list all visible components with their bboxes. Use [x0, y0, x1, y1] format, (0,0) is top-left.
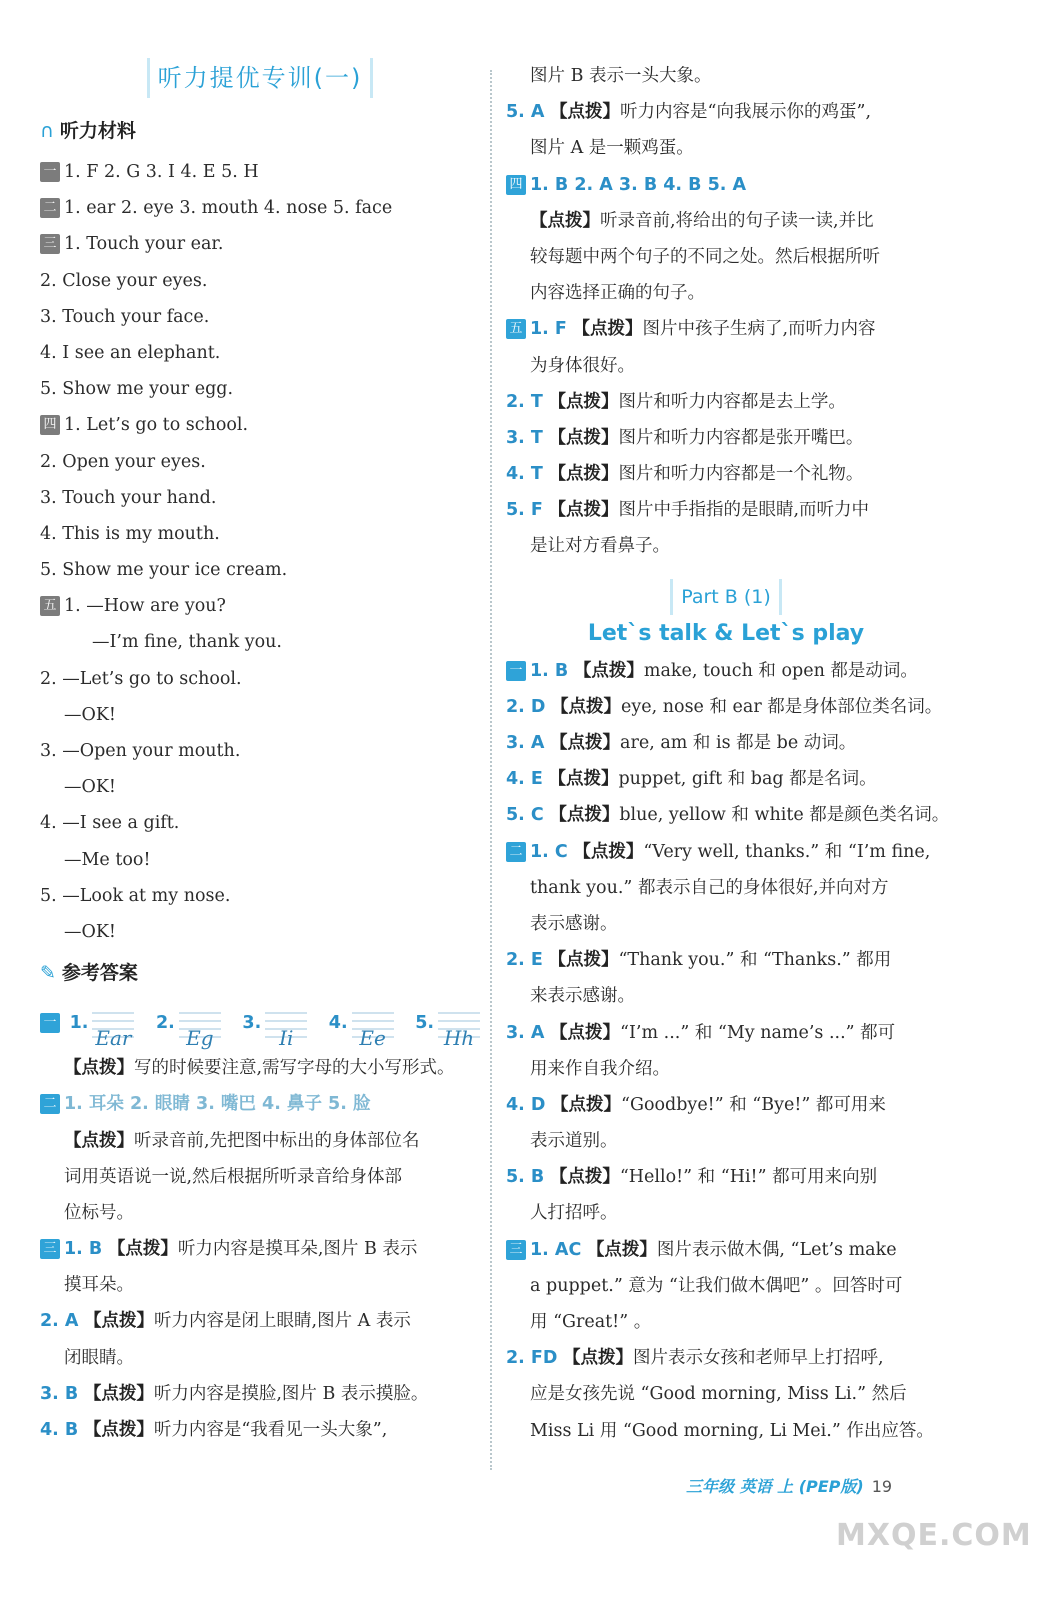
- pencil-icon: ✎: [40, 962, 56, 985]
- answer-line: 3. T 【 点拨 】 图片和听力内容都是张开嘴巴。: [506, 420, 946, 456]
- answer-line: 三 1. B 【 点拨 】 听力内容是摸耳朵,图片 B 表示: [40, 1231, 480, 1267]
- answer-line: 5. C 【 点拨 】 blue, yellow 和 white 都是颜色类名词。: [506, 797, 946, 833]
- section-badge: 三: [506, 1240, 526, 1260]
- section-badge: 一: [506, 661, 526, 681]
- section-badge: 四: [40, 415, 60, 435]
- answer-line: 5. F 【 点拨 】 图片中手指指的是眼睛,而听力中: [506, 492, 946, 528]
- part-heading: [506, 579, 946, 653]
- answer-note: 表示感谢。: [530, 913, 618, 934]
- section-badge: 二: [506, 842, 526, 862]
- section-badge: 五: [40, 596, 60, 616]
- answer-line: 3. A 【 点拨 】 are, am 和 is 都是 be 动词。: [506, 725, 946, 761]
- answer-note: a puppet.” 意为 “让我们做木偶吧” 。回答时可: [530, 1275, 903, 1296]
- list-item: 3. Touch your face.: [40, 306, 210, 327]
- section-badge: 一: [40, 162, 60, 182]
- list-item: —Me too!: [64, 849, 151, 870]
- book-label: 三年级 英语 上 (PEP版): [686, 1477, 864, 1496]
- list-item: —I’m fine, thank you.: [92, 632, 282, 653]
- answer-note: Miss Li 用 “Good morning, Li Mei.” 作出应答。: [530, 1420, 934, 1441]
- answer-note: 闭眼睛。: [64, 1347, 134, 1368]
- list-item: 二 1. ear 2. eye 3. mouth 4. nose 5. face: [40, 190, 480, 226]
- section-badge: 二: [40, 198, 60, 218]
- list-item: 2. Close your eyes.: [40, 270, 208, 291]
- answer-line: 4. E 【 点拨 】 puppet, gift 和 bag 都是名词。: [506, 761, 946, 797]
- answer-note: 表示道别。: [530, 1131, 618, 1152]
- list-item: 三 1. Touch your ear.: [40, 226, 480, 262]
- answer-note: 是让对方看鼻子。: [530, 536, 670, 557]
- answer-note: 【 点拨 】 听录音前,先把图中标出的身体部位名: [40, 1123, 480, 1159]
- watermark: MXQE.COM: [836, 1518, 1032, 1553]
- answer-note: 人打招呼。: [530, 1203, 618, 1224]
- list-item: 5. Show me your ice cream.: [40, 560, 288, 581]
- answer-line: 4. D 【 点拨 】 “Goodbye!” 和 “Bye!” 都可用来: [506, 1087, 946, 1123]
- answer-line: 2. FD 【 点拨 】 图片表示女孩和老师早上打招呼,: [506, 1340, 946, 1376]
- page-title: 听力提优专训(一): [147, 58, 373, 98]
- answer-note: 词用英语说一说,然后根据所听录音给身体部: [64, 1166, 403, 1187]
- answer-note: thank you.” 都表示自己的身体很好,并向对方: [530, 877, 889, 898]
- list-item: 3. Touch your hand.: [40, 487, 217, 508]
- listening-material-heading: ∩ 听力材料: [40, 120, 136, 142]
- list-item: 4. This is my mouth.: [40, 523, 220, 544]
- answer-line: 二 1. 耳朵 2. 眼睛 3. 嘴巴 4. 鼻子 5. 脸: [40, 1086, 480, 1122]
- list-item: 五 1. —How are you?: [40, 588, 480, 624]
- answer-note: 内容选择正确的句子。: [530, 283, 705, 304]
- list-item: 5. —Look at my nose.: [40, 885, 231, 906]
- left-column: [40, 58, 480, 1448]
- answer-note: 应是女孩先说 “Good morning, Miss Li.” 然后: [530, 1384, 907, 1405]
- list-item: —OK!: [64, 921, 116, 942]
- answer-note: 位标号。: [64, 1202, 134, 1223]
- answer-line: 3. B 【 点拨 】 听力内容是摸脸,图片 B 表示摸脸。: [40, 1376, 480, 1412]
- section-badge: 一: [40, 1013, 60, 1033]
- answer-note: 【 点拨 】 听录音前,将给出的句子读一读,并比: [506, 203, 946, 239]
- list-item: 四 1. Let’s go to school.: [40, 407, 480, 443]
- list-item: 2. —Let’s go to school.: [40, 668, 242, 689]
- list-item: 3. —Open your mouth.: [40, 741, 241, 761]
- answer-note: 图片 A 是一颗鸡蛋。: [530, 138, 694, 159]
- answer-line: 4. T 【 点拨 】 图片和听力内容都是一个礼物。: [506, 456, 946, 492]
- answer-note: 用来作自我介绍。: [530, 1058, 670, 1079]
- answer-line: 四 1. B 2. A 3. B 4. B 5. A: [506, 167, 946, 203]
- answer-note: 来表示感谢。: [530, 986, 635, 1007]
- section-badge: 四: [506, 175, 526, 195]
- section-badge: 二: [40, 1094, 60, 1114]
- answer-line: 2. E 【 点拨 】 “Thank you.” 和 “Thanks.” 都用: [506, 942, 946, 978]
- answer-note: 摸耳朵。: [64, 1275, 134, 1296]
- list-item: 5. Show me your egg.: [40, 379, 234, 400]
- answer-line: 三 1. AC 【 点拨 】 图片表示做木偶, “Let’s make: [506, 1232, 946, 1268]
- answer-note: 用 “Great!” 。: [530, 1312, 652, 1332]
- column-divider: [490, 70, 492, 1470]
- answer-line: 2. T 【 点拨 】 图片和听力内容都是去上学。: [506, 384, 946, 420]
- answer-line: 二 1. C 【 点拨 】 “Very well, thanks.” 和 “I’m fine,: [506, 834, 946, 870]
- list-item: 4. —I see a gift.: [40, 813, 180, 834]
- page-footer: [686, 1474, 946, 1497]
- answer-line: 3. A 【 点拨 】 “I’m ...” 和 “My name’s ...” 都可: [506, 1015, 946, 1051]
- answer-note: 为身体很好。: [530, 355, 635, 376]
- answer-line: 一 1. B 【 点拨 】 make, touch 和 open 都是动词。: [506, 653, 946, 689]
- answer-line: 4. B 【 点拨 】 听力内容是“我看见一头大象”,: [40, 1412, 480, 1448]
- handwriting-answers: 一 1. Ear 2. Eg 3. Ii 4. Ee 5. Hh: [40, 996, 480, 1050]
- list-item: 2. Open your eyes.: [40, 451, 206, 472]
- answer-line: 2. A 【 点拨 】 听力内容是闭上眼睛,图片 A 表示: [40, 1303, 480, 1339]
- answer-heading: ✎ 参考答案: [40, 962, 138, 985]
- answer-note: 【 点拨 】 写的时候要注意,需写字母的大小写形式。: [40, 1050, 480, 1086]
- answer-line: 2. D 【 点拨 】 eye, nose 和 ear 都是身体部位类名词。: [506, 689, 946, 725]
- list-item: 4. I see an elephant.: [40, 342, 221, 363]
- answer-line: 五 1. F 【 点拨 】 图片中孩子生病了,而听力内容: [506, 311, 946, 347]
- part-title: Part B (1): [670, 579, 782, 615]
- handwriting-cell: Ii: [279, 1025, 294, 1050]
- part-subtitle: Let`s talk & Let`s play: [587, 620, 865, 646]
- section-badge: 三: [40, 234, 60, 254]
- handwriting-cell: Eg: [186, 1025, 214, 1050]
- list-item: —OK!: [64, 777, 116, 798]
- handwriting-cell: Hh: [443, 1025, 475, 1050]
- answer-note: 较每题中两个句子的不同之处。然后根据所听: [530, 246, 880, 267]
- answer-line: 5. A 【 点拨 】 听力内容是“向我展示你的鸡蛋”,: [506, 94, 946, 130]
- section-badge: 五: [506, 319, 526, 339]
- page-number: 19: [871, 1477, 893, 1496]
- right-column: [506, 58, 950, 1449]
- section-badge: 三: [40, 1239, 60, 1259]
- headphones-icon: ∩: [40, 120, 54, 142]
- handwriting-cell: Ear: [95, 1025, 132, 1050]
- list-item: 一 1. F 2. G 3. I 4. E 5. H: [40, 154, 480, 190]
- list-item: —OK!: [64, 704, 116, 725]
- answer-line: 5. B 【 点拨 】 “Hello!” 和 “Hi!” 都可用来向别: [506, 1159, 946, 1195]
- handwriting-cell: Ee: [359, 1025, 386, 1050]
- answer-note: 图片 B 表示一头大象。: [530, 66, 712, 86]
